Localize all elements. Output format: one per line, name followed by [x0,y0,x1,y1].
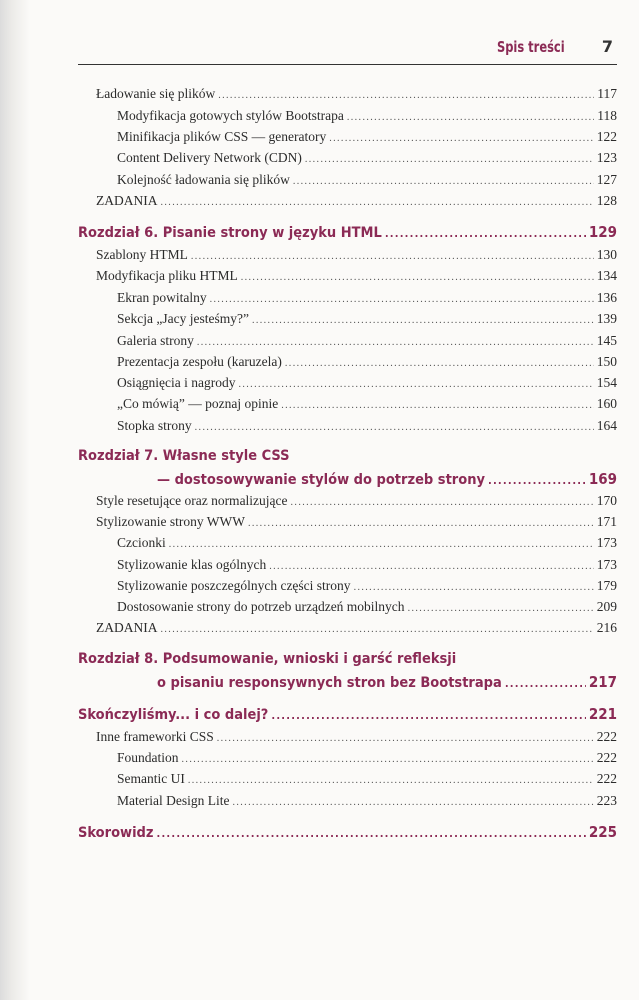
toc-page-number: 118 [597,108,617,123]
dot-leader [488,474,586,487]
toc-page-number: 216 [596,620,617,635]
dot-leader [408,603,594,614]
dot-leader [169,539,594,550]
dot-leader [281,400,594,411]
toc-page-number: 134 [596,268,617,283]
toc-page-number: 127 [596,172,617,187]
toc-page-number: 171 [596,514,617,529]
dot-leader [191,251,594,262]
toc-page-number: 209 [596,599,617,614]
toc-page-number: 223 [596,793,617,808]
toc-entry[interactable]: Galeria strony ..... 145 [117,333,617,351]
dot-leader [157,827,586,840]
toc-page-number: 169 [588,470,617,488]
dot-leader [210,294,594,305]
toc-page-number: 222 [596,771,617,786]
toc-chapter-8-title[interactable]: Rozdział 8. Podsumowanie, wnioski i garść refleksji [78,651,457,667]
toc-page-number: 154 [596,375,617,390]
toc-chapter-7[interactable]: — dostosowywanie stylów do potrzeb strony ..... 169 [157,470,617,488]
toc-page-number: 170 [596,493,617,508]
dot-leader [252,315,594,326]
dot-leader [188,775,594,786]
dot-leader [197,337,594,348]
dot-leader [248,518,594,529]
toc-entry[interactable]: Czcionki ..... 173 [117,535,617,553]
dot-leader [285,358,594,369]
toc-entry[interactable]: Stylizowanie poszczególnych części strony ..... 179 [117,578,617,596]
toc-entry[interactable]: Material Design Lite ..... 223 [117,793,617,811]
dot-leader [161,197,594,208]
toc-entry[interactable]: Prezentacja zespołu (karuzela) ..... 150 [117,354,617,372]
toc-entry[interactable]: Ładowanie się plików ..... 117 [96,86,617,104]
toc-page-number: 136 [596,290,617,305]
toc-entry[interactable]: Semantic UI ..... 222 [117,771,617,789]
toc-chapter-8[interactable]: o pisaniu responsywnych stron bez Bootstrapa ..... 217 [157,673,617,691]
dot-leader [354,582,594,593]
toc-entry[interactable]: Content Delivery Network (CDN) ..... 123 [117,150,617,168]
dot-leader [329,133,594,144]
toc-entry[interactable]: Inne frameworki CSS ..... 222 [96,729,617,747]
header-title: Spis treści [497,38,565,56]
dot-leader [241,272,594,283]
toc-page-number: 179 [596,578,617,593]
toc-page-number: 173 [596,557,617,572]
toc-page-number: 123 [596,150,617,165]
toc-entry[interactable]: „Co mówią” — poznaj opinie ..... 160 [117,396,617,414]
dot-leader [217,733,594,744]
toc-entry[interactable]: Modyfikacja gotowych stylów Bootstrapa ..... 118 [117,108,617,126]
toc-chapter-7-title[interactable]: Rozdział 7. Własne style CSS [78,448,290,464]
toc-entry[interactable]: Ekran powitalny ..... 136 [117,290,617,308]
toc-page-number: 128 [596,193,617,208]
toc-page-number: 222 [596,750,617,765]
toc-page-number: 221 [588,705,617,723]
toc-entry[interactable]: Kolejność ładowania się plików ..... 127 [117,172,617,190]
toc-page-number: 160 [596,396,617,411]
toc-entry[interactable]: Dostosowanie strony do potrzeb urządzeń mobilnych ..... 209 [117,599,617,617]
header-page-number: 7 [601,37,613,56]
toc-entry[interactable]: Minifikacja plików CSS — generatory ..... 122 [117,129,617,147]
toc-entry[interactable]: Szablony HTML ..... 130 [96,247,617,265]
dot-leader [347,112,594,123]
dot-leader [195,422,594,433]
toc-chapter-finish[interactable]: Skończyliśmy... i co dalej? ..... 221 [78,705,617,723]
dot-leader [291,497,594,508]
toc-page-number: 150 [596,354,617,369]
dot-leader [305,154,594,165]
toc-page-number: 117 [597,86,617,101]
dot-leader [232,797,593,808]
toc-page-number: 217 [588,673,617,691]
toc-index[interactable]: Skorowidz ..... 225 [78,823,617,841]
toc-page-number: 139 [596,311,617,326]
dot-leader [238,379,593,390]
toc-entry[interactable]: Foundation ..... 222 [117,750,617,768]
toc-entry[interactable]: Modyfikacja pliku HTML ..... 134 [96,268,617,286]
dot-leader [271,709,585,722]
toc-page-number: 164 [596,418,617,433]
toc-entry[interactable]: Stylizowanie strony WWW ..... 171 [96,514,617,532]
dot-leader [218,90,594,101]
dot-leader [269,561,594,572]
toc-page-number: 145 [596,333,617,348]
toc-entry[interactable]: Stylizowanie klas ogólnych ..... 173 [117,557,617,575]
toc-page-number: 130 [596,247,617,262]
toc-chapter-6[interactable]: Rozdział 6. Pisanie strony w języku HTML ..... 129 [78,223,617,241]
toc-entry[interactable]: ZADANIA ..... 216 [96,620,617,638]
toc-page-number: 225 [588,823,617,841]
dot-leader [161,624,594,635]
dot-leader [293,176,594,187]
toc-entry[interactable]: ZADANIA ..... 128 [96,193,617,211]
dot-leader [505,677,586,690]
toc-page-number: 129 [588,223,617,241]
dot-leader [385,227,586,240]
toc-entry[interactable]: Osiągnięcia i nagrody ..... 154 [117,375,617,393]
toc-entry[interactable]: Stopka strony ..... 164 [117,418,617,436]
dot-leader [182,754,594,765]
toc-page-number: 173 [596,535,617,550]
toc-page-number: 222 [596,729,617,744]
toc-entry[interactable]: Sekcja „Jacy jesteśmy?” ..... 139 [117,311,617,329]
toc-entry[interactable]: Style resetujące oraz normalizujące ..... 170 [96,493,617,511]
toc-page-number: 122 [596,129,617,144]
